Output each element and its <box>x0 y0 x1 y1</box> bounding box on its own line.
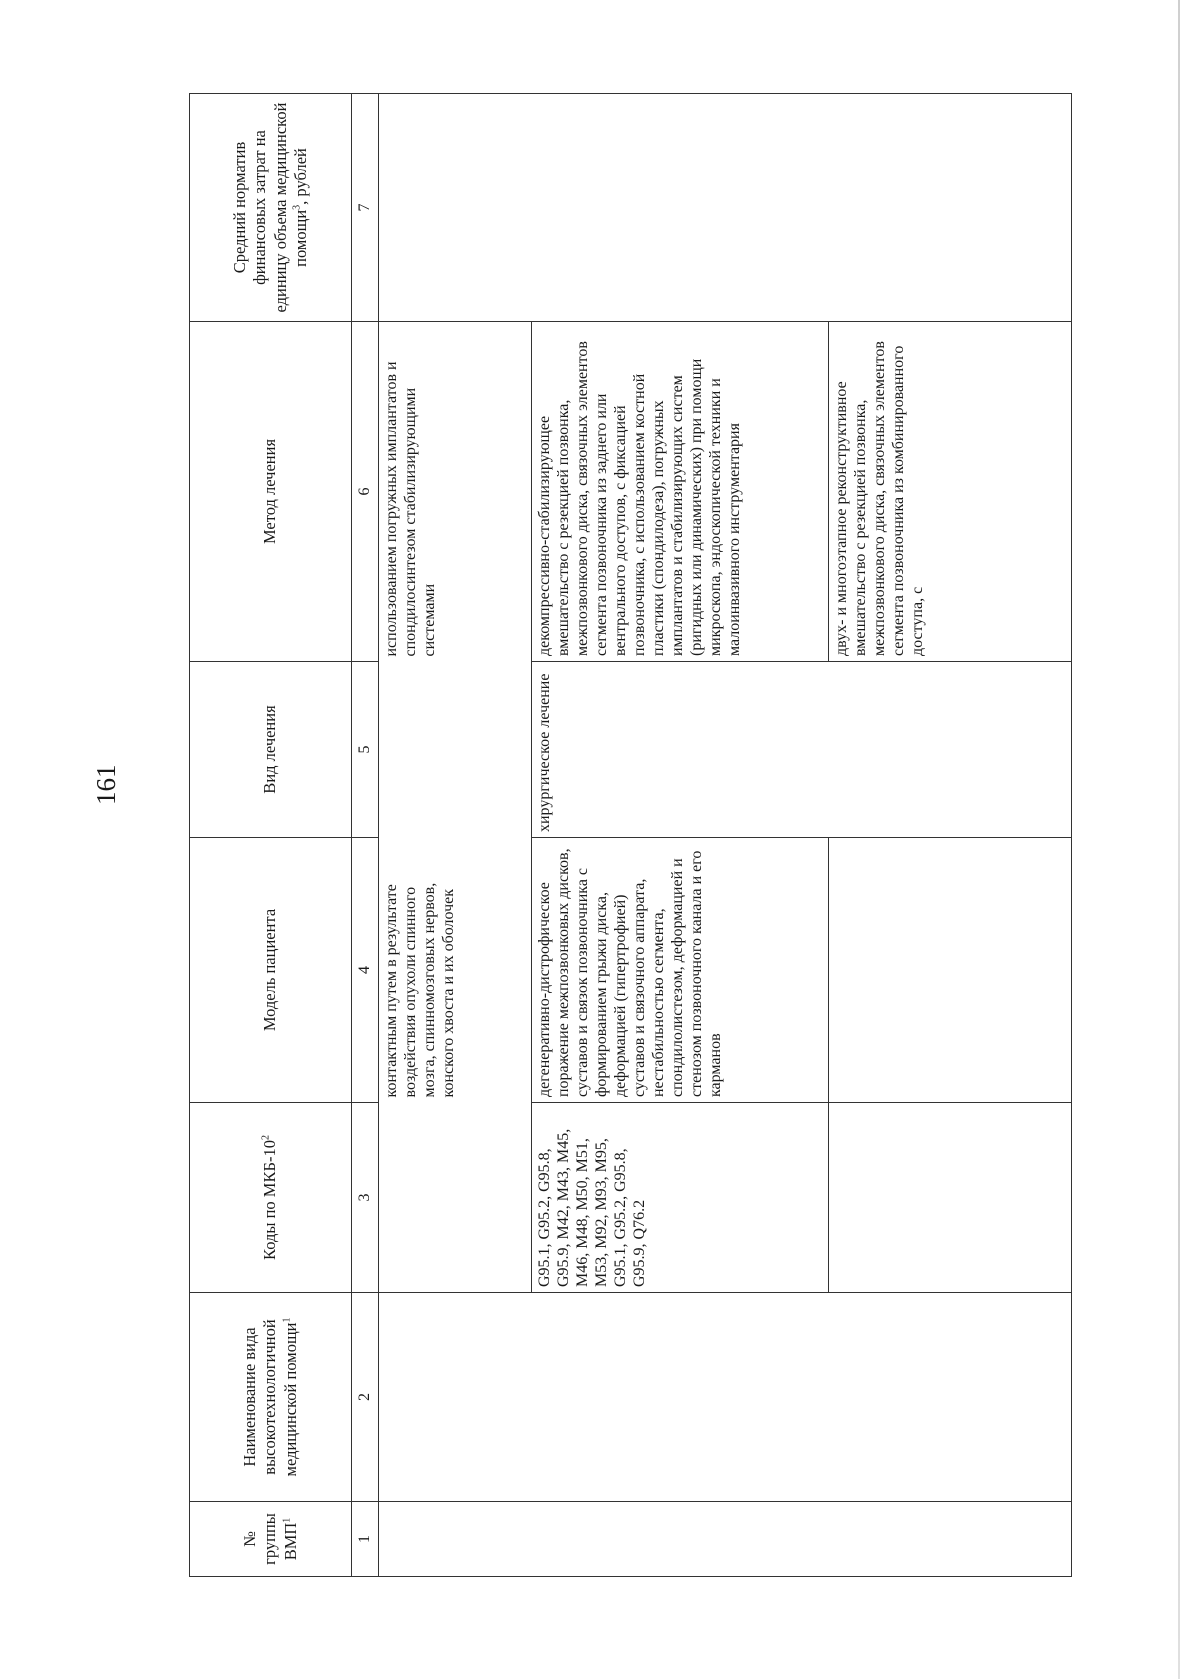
column-number: 2 <box>352 1293 379 1502</box>
patient-model-cell <box>829 838 1072 1103</box>
column-number: 5 <box>352 662 379 838</box>
column-number-row <box>352 94 379 1577</box>
treatment-method-cell: декомпрессивно-стабилизирующее вмешательство с резекцией позвонка, межпозвонкового диска, связочных элементов сегмента позвоночника из заднего или вентрального доступов, с фиксацией позвоночника, с использованием костной пластики (спондилодеза), погружных имплантатов и стабилизирующих систем (ригидных или динамических) при помощи микроскопа, эндоскопической техники и малоинвазивного инструментария <box>532 322 829 662</box>
header-cost-norm: Средний норматив финансовых затрат на единицу объема медицинской помощи$^3$, рублей <box>190 94 352 322</box>
rotated-page <box>189 94 1094 1577</box>
header-row <box>190 94 352 1577</box>
patient-model-cell: дегенеративно-дистрофическое поражение межпозвонковых дисков, суставов и связок позвоночника с формированием грыжи диска, деформацией (гипертрофией) суставов и связочного аппарата, нестабильностью сегмента, спондилолистезом, деформацией и стенозом позвоночного канала и его карманов <box>532 838 829 1103</box>
column-number: 4 <box>352 838 379 1103</box>
column-number: 3 <box>352 1103 379 1293</box>
header-patient-model: Модель пациента <box>190 838 352 1103</box>
header-vmp-name: Наименование вида высокотехнологичной медицинской помощи$^1$ <box>190 1293 352 1502</box>
header-treatment-type: Вид лечения <box>190 662 352 838</box>
icd-codes-cell: G95.1, G95.2, G95.8, G95.9, M42, M43, M45, M46, M48, M50, M51, M53, M92, M93, M95, G95.1, G95.2, G95.8, G95.9, Q76.2 <box>532 1103 829 1293</box>
treatment-method-cell: двух- и многоэтапное реконструктивное вмешательство с резекцией позвонка, межпозвонкового диска, связочных элементов сегмента позвоночника из комбинированного доступа, с <box>829 322 1072 662</box>
treatment-method-cell: использованием погружных имплантатов и спондилосинтезом стабилизирующими системами <box>379 322 532 662</box>
treatment-type-cell <box>379 662 532 838</box>
column-number: 1 <box>352 1502 379 1577</box>
icd-codes-cell <box>829 1103 1072 1293</box>
column-number: 6 <box>352 322 379 662</box>
column-number: 7 <box>352 94 379 322</box>
vmp-name-cell <box>379 1293 1072 1502</box>
treatment-type-cell: хирургическое лечение <box>532 662 1072 838</box>
cost-norm-cell <box>379 94 1072 322</box>
icd-codes-cell <box>379 1103 532 1293</box>
patient-model-cell: контактным путем в результате воздействия опухоли спинного мозга, спинномозговых нервов, конского хвоста и их оболочек <box>379 838 532 1103</box>
page-number: 161 <box>91 764 121 805</box>
vmp-table <box>189 93 1072 1577</box>
header-group-number: № группы ВМП$^1$ <box>190 1502 352 1577</box>
table-row <box>379 94 532 1577</box>
group-number-cell <box>379 1502 1072 1577</box>
header-icd-codes: Коды по МКБ-$10^2$ <box>190 1103 352 1293</box>
header-treatment-method: Метод лечения <box>190 322 352 662</box>
scan-edge-mark <box>1178 0 1180 1679</box>
